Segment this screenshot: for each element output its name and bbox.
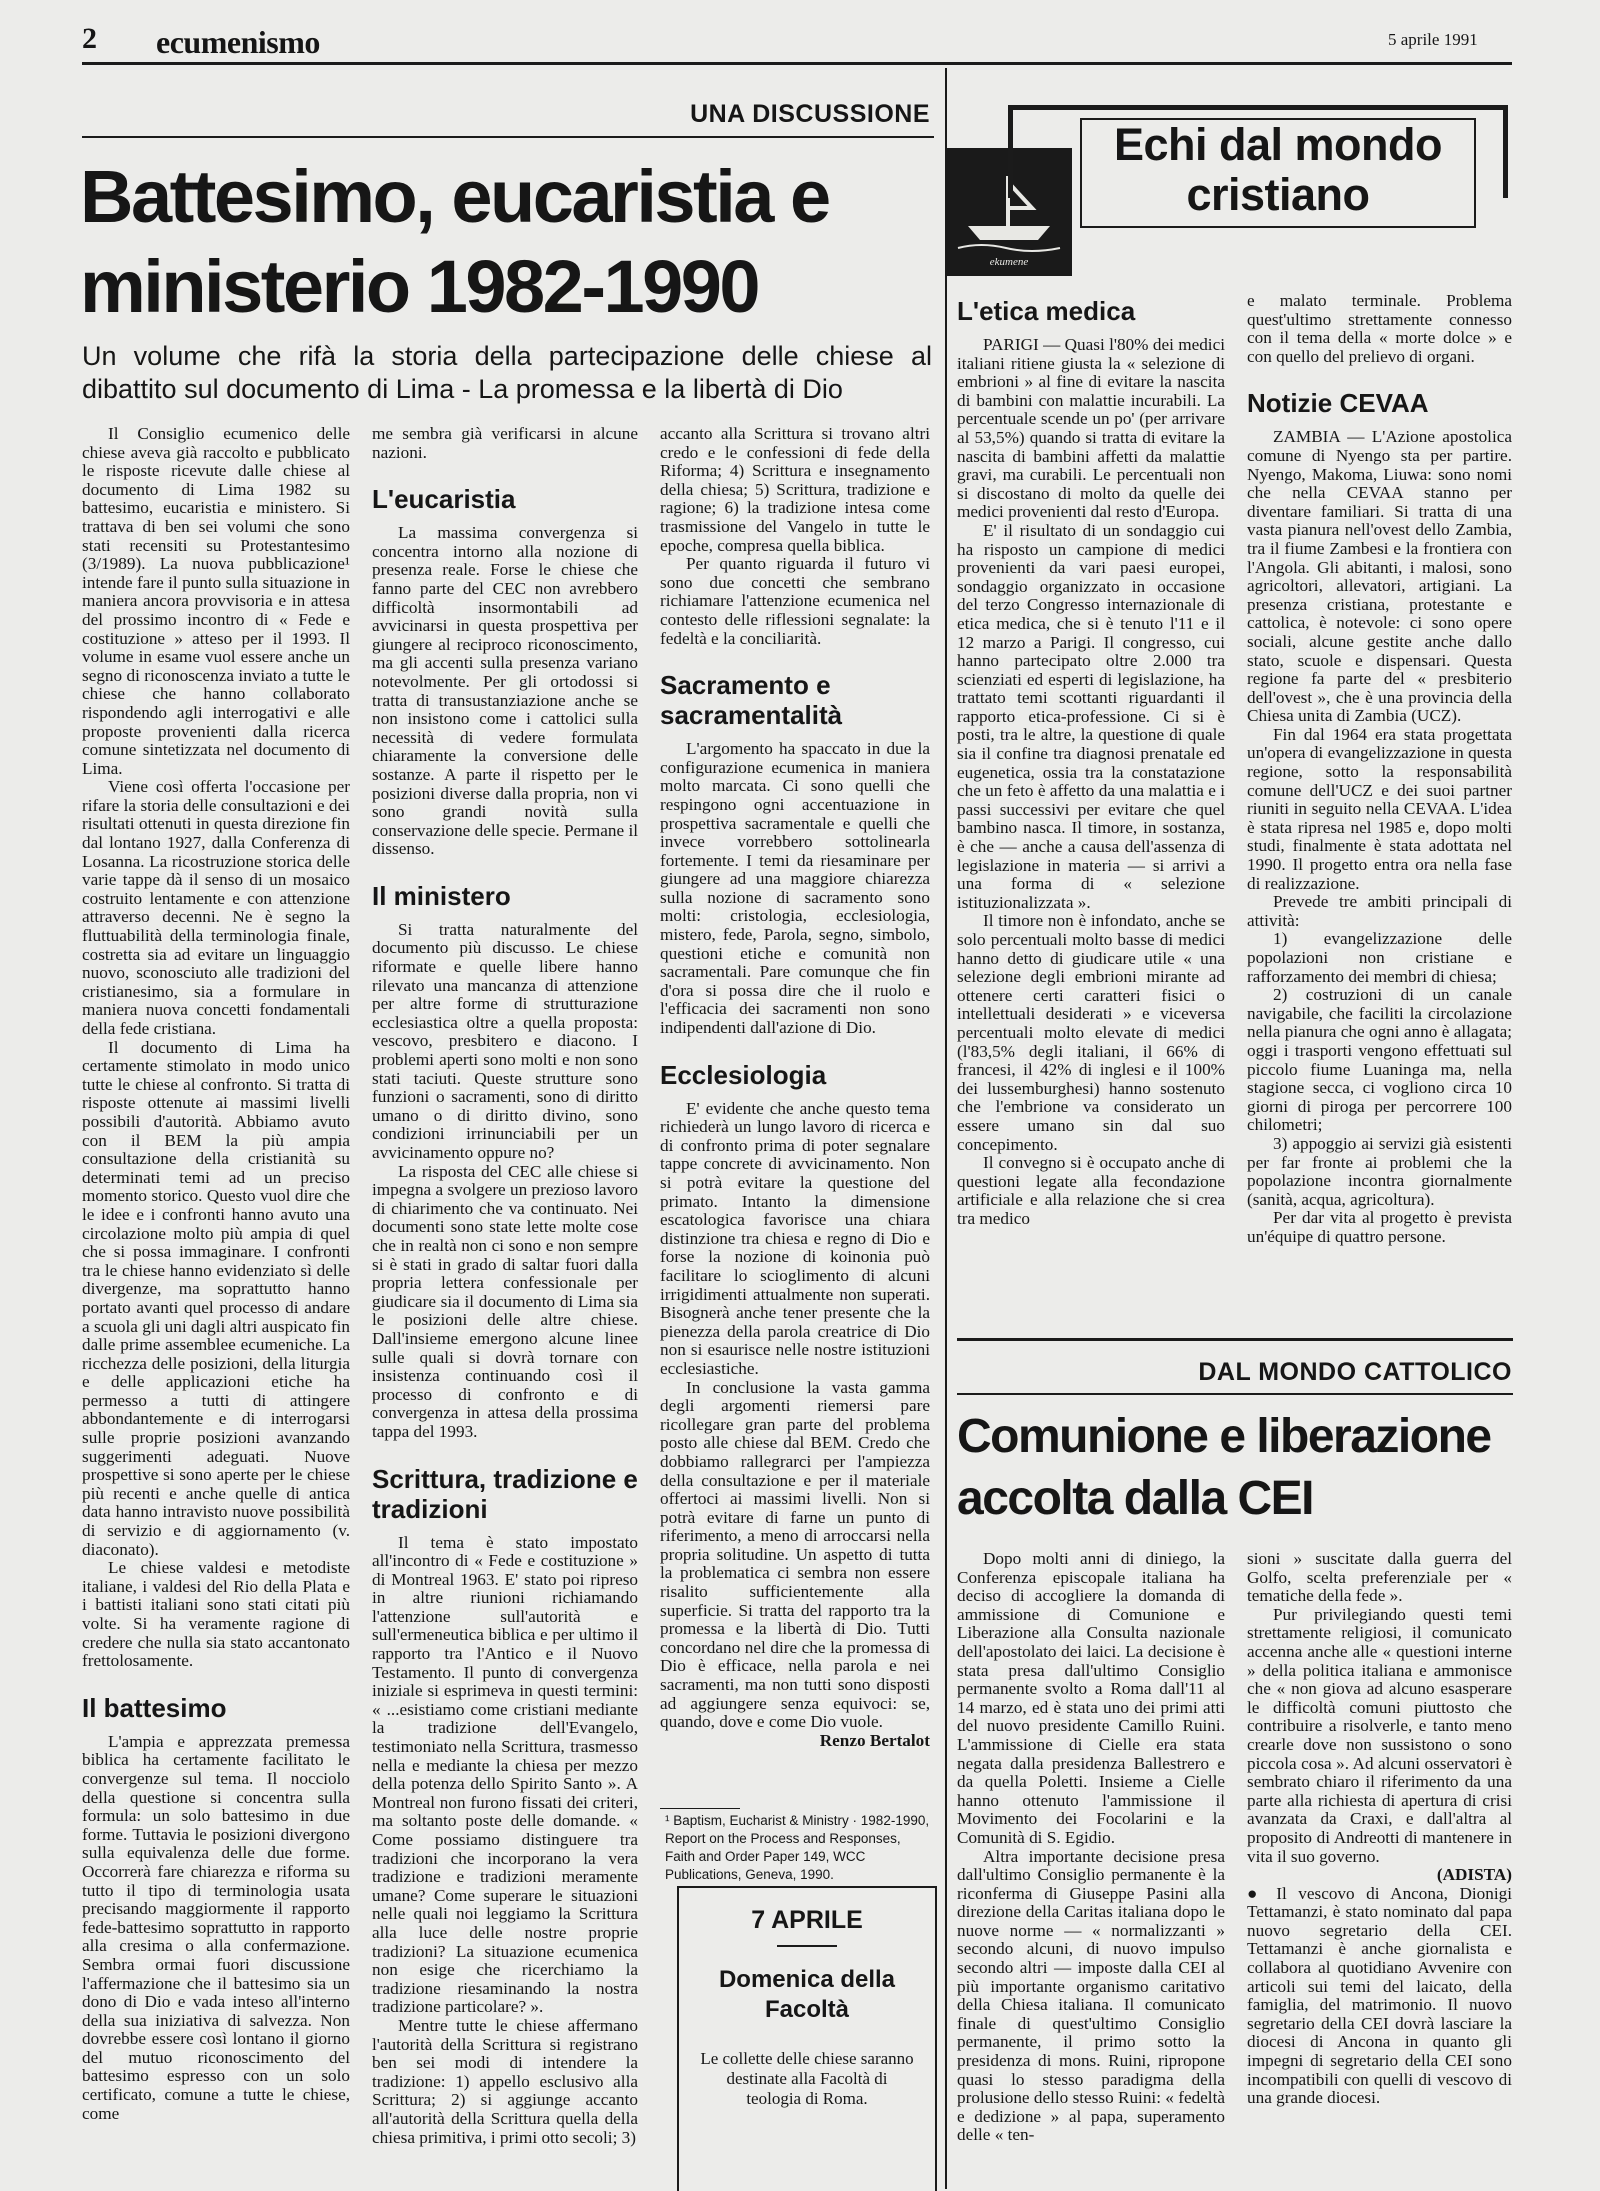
main-subtitle: Un volume che rifà la storia della partecipazione delle chiese al dibattito sul documento di Lima - La promessa e la libertà di Dio (82, 341, 932, 404)
paragraph: 2) costruzioni di un canale navigabile, che faciliti la circolazione nella pianura che ogni anno è allagata; oggi i trasporti vengono effettuati sul piccolo fiume Luaninga ma, nella stagione secca, ci vogliono circa 10 giorni di piroga per percorrere 100 chilometri; (1247, 985, 1512, 1135)
main-col-1 (82, 425, 350, 2123)
footnote: ¹ Baptism, Eucharist & Ministry · 1982-1990, Report on the Process and Responses, Faith and Order Paper 149, WCC Publications, Geneva, 1990. (665, 1813, 930, 1882)
signature: (ADISTA) (1436, 1865, 1512, 1885)
subhead: Il ministero (372, 880, 511, 911)
notice-text: Le collette delle chiese saranno destinate alla Facoltà di teologia di Roma. (700, 2049, 914, 2108)
paragraph: sioni » suscitate dalla guerra del Golfo, scelta preferenziale per « tematiche della fede ». (1247, 1549, 1512, 1606)
paragraph: E' il risultato di un sondaggio cui ha risposto un campione di medici provenienti da vari paesi europei, sondaggio organizzato in occasione del terzo Congresso internazionale di etica medica, che si è tenuto l'11 e il 12 marzo a Parigi. Il congresso, cui hanno partecipato oltre 2.000 tra scienziati ed esperti di legislazione, ha trattato temi scottanti riguardanti il rapporto etica-professione. Ci si è posti, tra le altre, la questione di quale sia il confine tra diagnosi prenatale ed eugenetica, ossia tra la constatazione che un feto è affetto da una malattia e i passi successivi per evitare che quel bambino nasca. Il timore, in sostanza, è che — anche a causa dell'assenza di legislazione in materia — si arrivi a una forma di « selezione istituzionalizzata ». (957, 520, 1225, 912)
cattolico-headline: Comunione e liberazione accolta dalla CEI (957, 1410, 1491, 1525)
cattolico-col-1 (957, 1550, 1225, 2145)
section-rule (957, 1338, 1513, 1341)
paragraph: Altra importante decisione presa dall'ultimo Consiglio permanente è la riconferma di Giuseppe Pasini alla direzione della Caritas italiana dopo le nuove norme — « normalizzanti » secondo alcuni, di nuovo impulso secondo altri — imposte dalla CEI al più importante organismo caritativo della Chiesa italiana. Il comunicato finale di quest'ultimo Consiglio permanente, il primo sotto la presidenza di mons. Ruini, ripropone quasi lo stesso paradigma della prolusione dello stesso Ruini: « fedeltà e dedizione » al papa, superamento delle « ten- (957, 1846, 1225, 2145)
echi-title-inner (1080, 118, 1476, 228)
subhead: L'eucaristia (372, 484, 516, 515)
subhead: Sacramento e sacramentalità (660, 670, 843, 731)
kicker: UNA DISCUSSIONE (690, 100, 930, 128)
notice-date: 7 APRILE (751, 1906, 863, 1934)
paragraph: accanto alla Scrittura si trovano altri credo e le confessioni di fede della Riforma; 4) Scrittura e insegnamento della chiesa; 5) Scrittura, tradizione e ragione; 6) la tradizione intesa come trasmissione del Vangelo in tutte le epoche, compresa quella biblica. (660, 424, 930, 555)
cattolico-kicker: DAL MONDO CATTOLICO (1198, 1358, 1512, 1386)
notice-title: Domenica della Facoltà (718, 1966, 896, 2023)
paragraph: 1) evangelizzazione delle popolazioni non cristiane e rafforzamento dei membri di chiesa; (1247, 929, 1512, 986)
paragraph: 3) appoggio ai servizi già esistenti per far fronte ai problemi che la popolazione incontra giornalmente (sanità, acqua, agricoltura). (1247, 1133, 1512, 1209)
paragraph: Il timore non è infondato, anche se solo percentuali molto basse di medici hanno detto di giudicare utile « una selezione degli embrioni mirante ad ottenere certi caratteri fisici o intellettuali desiderati » e viceversa percentuali molto elevate di medici (l'83,5% degli italiani, il 66% di francesi, il 42% di inglesi e il 100% dei lussemburghesi) hanno sostenuto che l'embrione va considerato un essere umano sin dal suo concepimento. (957, 911, 1225, 1154)
subhead: Notizie CEVAA (1247, 388, 1429, 419)
echi-col-2 (1247, 292, 1512, 1247)
page-number: 2 (82, 22, 97, 55)
paragraph: E' evidente che anche questo tema richiederà un lungo lavoro di ricerca e di confronto prima di poter segnalare tappe concrete di avvicinamento. Non si potrà evitare la questione del primato. Intanto la dimensione escatologica favorisce una chiara distinzione tra chiesa e regno di Dio e forse la nozione di koinonia può facilitare lo scioglimento di alcuni irrigidimenti attualmente non superati. Bisognerà anche tener presente che la pienezza della parola creatrice di Dio non si esaurisce nelle nostre istituzioni ecclesiastiche. (660, 1098, 930, 1378)
paragraph: Pur privilegiando questi temi strettamente religiosi, il comunicato accenna anche alle « questioni interne » della politica italiana e ammonisce che « non giova ad alcuno esasperare le difficoltà comuni piuttosto che contribuire a risolverle, e tanto meno crearle dove non sussistono o sono piccola cosa ». Ad alcuni osservatori è sembrato chiaro il riferimento da una parte alla richiesta di apertura di crisi avanzata da Craxi, e dall'altra al proposito di Andreotti di mantenere in vita il suo governo. (1247, 1604, 1512, 1866)
notice-box (677, 1886, 937, 2191)
bullet-paragraph: ● Il vescovo di Ancona, Dionigi Tettamanzi, è stato nominato dal papa nuovo segretario della CEI. Tettamanzi è anche giornalista e collabora al quotidiano Avvenire con articoli sui temi del laicato, della famiglia, del matrimonio. Il nuovo segretario della CEI dovrà lasciare la diocesi di Ancona in quanto gli impegni di segretario della CEI sono incompatibili con quelli di vescovo di una grande diocesi. (1247, 1883, 1512, 2108)
subhead: Il battesimo (82, 1692, 227, 1723)
kicker-rule (82, 136, 934, 138)
main-col-2 (372, 425, 638, 2147)
paragraph: Il documento di Lima ha certamente stimolato in modo unico tutte le chiese al confronto. Si tratta di risposte ottenute ai massimi livelli possibili d'autorità. Abbiamo avuto con il BEM la più ampia consultazione della cristianità su determinati temi ad un preciso momento storico. Questo vuol dire che le idee e i confronti hanno avuto una circolazione molto più ampia di quel che si possa immaginare. I confronti tra le chiese hanno evidenziato sì delle divergenze, ma soprattutto hanno portato avanti quel processo di andare a scuola gli uni dagli altri auspicato fin dalle prime assemblee ecumeniche. La ricchezza delle posizioni, della liturgia e delle applicazioni etiche ha permesso a tutti di attingere abbondantemente e di interrogarsi sulle proprie posizioni avanzando suggerimenti adeguati. Nuove prospettive si sono aperte per le chiese più recenti e anche quelle di antica data hanno intravisto nuove possibilità di servizio e di aggiornamento (v. diaconato). (82, 1037, 350, 1559)
paragraph: Per quanto riguarda il futuro vi sono due concetti che sembrano richiamare l'attenzione ecumenica nel contesto delle riflessioni segnalate: la fedeltà e la conciliarità. (660, 554, 930, 648)
paragraph: Dopo molti anni di diniego, la Conferenza episcopale italiana ha deciso di accogliere la domanda di ammissione di Comunione e Liberazione alla Consulta nazionale dell'apostolato dei laici. La decisione è stata presa dall'ultimo Consiglio permanente svolto a Roma dall'11 al 14 marzo, ed è stata uno dei primi atti del nuovo presidente Camillo Ruini. L'ammissione di Cielle era stata negata dalla presidenza Ballestrero e da quella Poletti. Insieme a Cielle hanno ottenuto l'ammissione il Movimento dei Focolarini e la Comunità di S. Egidio. (957, 1549, 1225, 1847)
paragraph: Il Consiglio ecumenico delle chiese aveva già raccolto e pubblicato le risposte ricevute dalle chiese al documento di Lima 1982 su battesimo, eucaristia e ministero. Si trattava di ben sei volumi che sono stati recensiti su Protestantesimo (3/1989). La nuova pubblicazione¹ intende fare il punto sulla situazione in maniera ancora provvisoria e in attesa del prossimo incontro di « Fede e costituzione » atteso per il 1993. Il volume in esame vuol essere anche un segno di riconoscenza inviato a tutte le chiese che hanno collaborato rispondendo agli interrogativi e alle proposte provenienti dalla ricerca comune sintetizzata nel documento di Lima. (82, 424, 350, 778)
paragraph: Il tema è stato impostato all'incontro di « Fede e costituzione » di Montreal 1963. E' stato poi ripreso in altre riunioni richiamando l'attenzione sull'autorità e sull'ermeneutica biblica e per ultimo il rapporto tra l'Antico e il Nuovo Testamento. Il punto di convergenza iniziale si esprimeva in questi termini: « ...esistiamo come cristiani mediante la tradizione dell'Evangelo, testimoniato nella Scrittura, trasmesso nella e mediante la chiesa per mezzo della potenza dello Spirito Santo ». A Montreal non furono fissati dei criteri, ma soltanto poste delle domande. « Come possiamo distinguere tra tradizioni che incorporano la vera tradizione e tradizioni meramente umane? Come superare le situazioni nelle quali noi leggiamo la Scrittura alla luce delle nostre proprie tradizioni? La situazione ecumenica non esige che ricerchiamo la tradizione riesaminando la nostra tradizione particolare? ». (372, 1532, 638, 2017)
cattolico-col-2 (1247, 1550, 1512, 2108)
paragraph: e malato terminale. Problema quest'ultimo strettamente connesso con il tema della « morte dolce » e con quello del prelievo di organi. (1247, 291, 1512, 366)
paragraph: Viene così offerta l'occasione per rifare la storia delle consultazioni e dei risultati ottenuti in questa direzione fin dal lontano 1927, dalla Conferenza di Losanna. La ricostruzione storica delle varie tappe dà il senso di un mosaico costruito lentamente e con attenzione attraverso decenni. Ne è segno la fluttuabilità della terminologia finale, costretta sia ad evitare un linguaggio nuovo, sconosciuto alle tradizioni del cristianesimo, sia a formulare in maniera nuova concetti fondamentali della fede cristiana. (82, 777, 350, 1038)
paragraph: me sembra già verificarsi in alcune nazioni. (372, 424, 638, 462)
paragraph: Mentre tutte le chiese affermano l'autorità della Scrittura si registrano ben sei modi di intendere la tradizione: 1) appello esclusivo alla Scrittura; 2) si aggiunge accanto all'autorità della Scrittura quella della chiesa primitiva, i primi otto secoli; 3) (372, 2015, 638, 2147)
paragraph: Le chiese valdesi e metodiste italiane, i valdesi del Rio della Plata e i battisti italiani sono stati citati più volte. Si ha veramente ragione di credere che nulla sia stato accantonato frettolosamente. (82, 1558, 350, 1671)
subhead: Ecclesiologia (660, 1059, 827, 1090)
column-divider (945, 68, 947, 2189)
paragraph: Fin dal 1964 era stata progettata un'opera di evangelizzazione in questa regione, sotto la responsabilità comune dell'UCZ e dei suoi partner riuniti in seguito nella CEVAA. L'idea è stata ripresa nel 1985 e, dopo molti studi, finalmente è stata adottata nel 1990. Il progetto entra ora nella fase di realizzazione. (1247, 724, 1512, 893)
paragraph: L'argomento ha spaccato in due la configurazione ecumenica in maniera molto marcata. Ci sono quelli che respingono ogni accentuazione in prospettiva sacramentale e quelli che invece vorrebbero sottolinearla fortemente. I temi da riesaminare per giungere ad una maggiore chiarezza sulla nozione di sacramento sono molti: cristologia, ecclesiologia, mistero, fede, Parola, segno, simbolo, questioni etiche e comunità non sacramentali. Pare comunque che fin d'ora si possa dire che il ruolo e l'efficacia dei sacramenti non sono indipendenti dall'azione di Dio. (660, 739, 930, 1038)
cattolico-kicker-rule (957, 1393, 1513, 1395)
paragraph: ZAMBIA — L'Azione apostolica comune di Nyengo sta per partire. Nyengo, Makoma, Liuwa: sono nomi che nella CEVAA stanno per diventare familiari. Si tratta di una vasta pianura nell'ovest dello Zambia, tra il fiume Zambesi e la frontiera con l'Angola. Gli abitanti, i malosi, sono agricoltori, allevatori, artigiani. La presenza cristiana, protestante e cattolica, è notevole: ci sono opere sociali, alcune gestite anche dallo stato, scuole e dispensari. Questa regione fa parte del « presbiterio dell'ovest », che è una provincia della Chiesa unita di Zambia (UCZ). (1247, 427, 1512, 726)
header-rule (82, 62, 1512, 65)
signature: Renzo Bertalot (819, 1730, 930, 1750)
echi-col-1 (957, 296, 1225, 1229)
issue-date: 5 aprile 1991 (1388, 30, 1478, 49)
paragraph: Il convegno si è occupato anche di questioni legate alla fecondazione artificiale e alla relazione che si crea tra medico (957, 1153, 1225, 1228)
echi-title: Echi dal mondo cristiano (1113, 119, 1443, 220)
paragraph: La massima convergenza si concentra intorno alla nozione di presenza reale. Forse le chiese che fanno parte del CEC non avrebbero difficoltà insormontabili ad avvicinarsi in questa prospettiva per giungere al reciproco riconoscimento, ma gli accenti sulla presenza variano notevolmente. Per gli ortodossi si tratta di transustanziazione anche se non insistono come i cattolici sulla necessità di vedere formulata chiaramente la conversione delle sostanze. A parte il rispetto per le posizioni diverse dalla propria, non vi sono grandi novità sulla conservazione delle specie. Permane il dissenso. (372, 523, 638, 859)
subhead: L'etica medica (957, 296, 1136, 326)
subhead: Scrittura, tradizione e tradizioni (372, 1463, 638, 1524)
paragraph: Per dar vita al progetto è prevista un'équipe di quattro persone. (1247, 1208, 1512, 1246)
logo-caption: ekumene (989, 256, 1029, 268)
main-headline: Battesimo, eucaristia e ministerio 1982-1990 (80, 155, 829, 328)
paragraph: PARIGI — Quasi l'80% dei medici italiani ritiene giusta la « selezione di embrioni » al fine di evitare la nascita di bambini con malattie incurabili. La percentuale scende un po' (per arrivare al 53,5%) quando si tratta di evitare la nascita di bambini affetti da malattie gravi, ma curabili. Le percentuali non si discostano di molto da quelle dei medici provenienti dal resto d'Europa. (957, 335, 1225, 522)
paragraph: Prevede tre ambiti principali di attività: (1247, 892, 1512, 930)
paragraph: In conclusione la vasta gamma degli argomenti riemersi pare ricollegare gran parte del problema posto alle chiese dal BEM. Credo che dobbiamo rallegrarci per l'ampiezza della consultazione e per il materiale offertoci ai massimi livelli. Non si potrà evitare di farne un punto di riferimento, a meno di arroccarsi nella propria solitudine. Un aspetto di tutta la problematica ci sembra non essere risalito sufficientemente alla superficie. Si tratta del rapporto tra la promessa e la libertà di Dio. Tutti concordano nel dire che la promessa di Dio è efficace, nella parola e nei sacramenti, ma non tutti sono disposti ad aggiungere senza equivoci: se, quando, dove e come Dio vuole. (660, 1377, 930, 1732)
paragraph: L'ampia e apprezzata premessa biblica ha certamente facilitato le convergenze sul tema. Il nocciolo della questione si concentra sulla formula: un solo battesimo in due forme. Tuttavia le posizioni divergono sulla equivalenza delle due forme. Occorrerà fare chiarezza e riforma su tutto il tipo di terminologia usata precisando maggiormente il rapporto fede-battesimo soprattutto in rapporto alla cresima o alla confermazione. Sembra ormai fuori discussione l'affermazione che il battesimo sia un dono di Dio e vada inteso all'interno della sua iniziativa di salvezza. Non dovrebbe essere così lontano il giorno del mutuo riconoscimento del battesimo espresso con un solo certificato, comune a tutte le chiese, come (82, 1731, 350, 2123)
paragraph: La risposta del CEC alle chiese si impegna a svolgere un prezioso lavoro di chiarimento che va continuato. Nei documenti sono state lette molte cose che in realtà non ci sono e non sempre si è stati in grado di saltar fuori dalla propria lettera confessionale per giudicare sia il documento di Lima sia le posizioni delle altre chiese. Dall'insieme emergono alcune linee sulle quali si dovrà tornare con insistenza continuando così il processo di confronto e di convergenza in attesa della prossima tappa del 1993. (372, 1161, 638, 1441)
section-title: ecumenismo (156, 24, 320, 60)
footnote-rule (660, 1808, 740, 1809)
paragraph: Si tratta naturalmente del documento più discusso. Le chiese riformate e quelle libere hanno rilevato una mancanza di attenzione per altre forme di strutturazione ecclesiastica oltre a quella proposta: vescovo, presbitero e diacono. I problemi aperti sono molti e non sono stati taciuti. Queste strutture sono funzioni o sacramenti, sono di diritto umano o di diritto divino, sono condizioni irrinunciabili per un avvicinamento oppure no? (372, 919, 638, 1162)
main-col-3 (660, 425, 930, 1750)
